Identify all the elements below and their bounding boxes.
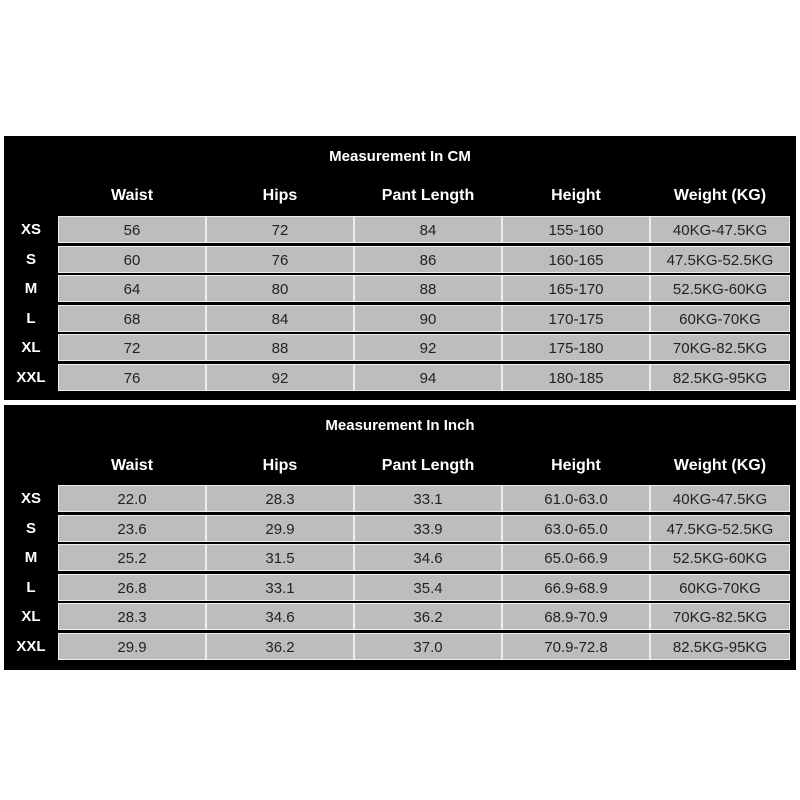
cm-table-title: Measurement In CM (329, 148, 471, 165)
inch-header-weight: Weight (KG) (673, 457, 767, 474)
cell-weight: 40KG-47.5KG (650, 485, 790, 512)
cell-waist: 22.0 (58, 485, 206, 512)
cell-height: 155-160 (502, 216, 650, 243)
table-row (4, 305, 796, 332)
cell-hips: 76 (206, 246, 354, 273)
cell-hips: 31.5 (206, 544, 354, 571)
cell-hips: 34.6 (206, 603, 354, 630)
cell-pant-length: 37.0 (354, 633, 502, 660)
size-label: XS (20, 490, 41, 507)
cell-pant-length: 94 (354, 364, 502, 391)
table-row (4, 515, 796, 542)
cm-header-hips: Hips (262, 187, 298, 204)
cell-pant-length: 88 (354, 275, 502, 302)
cell-hips: 36.2 (206, 633, 354, 660)
cell-waist: 28.3 (58, 603, 206, 630)
cell-weight: 82.5KG-95KG (650, 633, 790, 660)
table-row (4, 334, 796, 361)
cell-pant-length: 33.9 (354, 515, 502, 542)
cell-height: 180-185 (502, 364, 650, 391)
inch-header-pant-length: Pant Length (381, 457, 475, 474)
cm-header-height: Height (551, 187, 601, 204)
cell-weight: 52.5KG-60KG (650, 544, 790, 571)
cell-hips: 80 (206, 275, 354, 302)
cell-height: 175-180 (502, 334, 650, 361)
cell-hips: 29.9 (206, 515, 354, 542)
cell-weight: 70KG-82.5KG (650, 334, 790, 361)
cell-hips: 28.3 (206, 485, 354, 512)
size-label: L (26, 579, 36, 596)
cell-weight: 70KG-82.5KG (650, 603, 790, 630)
cell-waist: 25.2 (58, 544, 206, 571)
table-row (4, 485, 796, 512)
cell-height: 68.9-70.9 (502, 603, 650, 630)
cell-height: 165-170 (502, 275, 650, 302)
cell-weight: 60KG-70KG (650, 305, 790, 332)
inch-header-waist: Waist (110, 457, 154, 474)
table-row (4, 544, 796, 571)
cm-header-pant-length: Pant Length (381, 187, 475, 204)
cell-hips: 84 (206, 305, 354, 332)
inch-header-hips: Hips (262, 457, 298, 474)
size-label: XXL (16, 638, 46, 655)
inch-table-title: Measurement In Inch (325, 417, 475, 434)
size-label: XXL (16, 369, 46, 386)
table-row (4, 216, 796, 243)
table-row (4, 246, 796, 273)
cell-weight: 52.5KG-60KG (650, 275, 790, 302)
cell-height: 63.0-65.0 (502, 515, 650, 542)
cell-height: 70.9-72.8 (502, 633, 650, 660)
inch-header-height: Height (551, 457, 601, 474)
size-label: XL (21, 608, 41, 625)
cell-height: 65.0-66.9 (502, 544, 650, 571)
cell-waist: 68 (58, 305, 206, 332)
size-label: XL (21, 339, 41, 356)
table-row (4, 364, 796, 391)
table-row (4, 603, 796, 630)
cell-hips: 33.1 (206, 574, 354, 601)
size-label: S (25, 251, 36, 268)
table-row (4, 275, 796, 302)
size-label: M (24, 280, 38, 297)
size-label: S (25, 520, 36, 537)
cm-header-weight: Weight (KG) (673, 187, 767, 204)
cell-waist: 23.6 (58, 515, 206, 542)
table-row (4, 633, 796, 660)
cell-hips: 88 (206, 334, 354, 361)
cell-waist: 26.8 (58, 574, 206, 601)
cell-hips: 72 (206, 216, 354, 243)
cell-weight: 47.5KG-52.5KG (650, 246, 790, 273)
size-label: XS (20, 221, 41, 238)
cell-pant-length: 33.1 (354, 485, 502, 512)
cell-waist: 76 (58, 364, 206, 391)
cell-waist: 60 (58, 246, 206, 273)
table-row (4, 574, 796, 601)
cm-header-row (4, 184, 796, 208)
cell-waist: 56 (58, 216, 206, 243)
cell-height: 66.9-68.9 (502, 574, 650, 601)
cell-weight: 60KG-70KG (650, 574, 790, 601)
cell-weight: 40KG-47.5KG (650, 216, 790, 243)
size-label: M (24, 549, 38, 566)
cell-height: 160-165 (502, 246, 650, 273)
cell-pant-length: 35.4 (354, 574, 502, 601)
cm-size-table (4, 136, 796, 400)
cell-pant-length: 86 (354, 246, 502, 273)
size-label: L (26, 310, 36, 327)
cell-weight: 82.5KG-95KG (650, 364, 790, 391)
cell-pant-length: 36.2 (354, 603, 502, 630)
cell-waist: 29.9 (58, 633, 206, 660)
cell-pant-length: 90 (354, 305, 502, 332)
inch-header-row (4, 454, 796, 478)
cell-weight: 47.5KG-52.5KG (650, 515, 790, 542)
inch-size-table (4, 405, 796, 670)
cm-header-waist: Waist (110, 187, 154, 204)
cell-hips: 92 (206, 364, 354, 391)
cell-pant-length: 92 (354, 334, 502, 361)
cell-pant-length: 84 (354, 216, 502, 243)
cell-pant-length: 34.6 (354, 544, 502, 571)
cell-waist: 64 (58, 275, 206, 302)
cell-waist: 72 (58, 334, 206, 361)
cell-height: 170-175 (502, 305, 650, 332)
cell-height: 61.0-63.0 (502, 485, 650, 512)
